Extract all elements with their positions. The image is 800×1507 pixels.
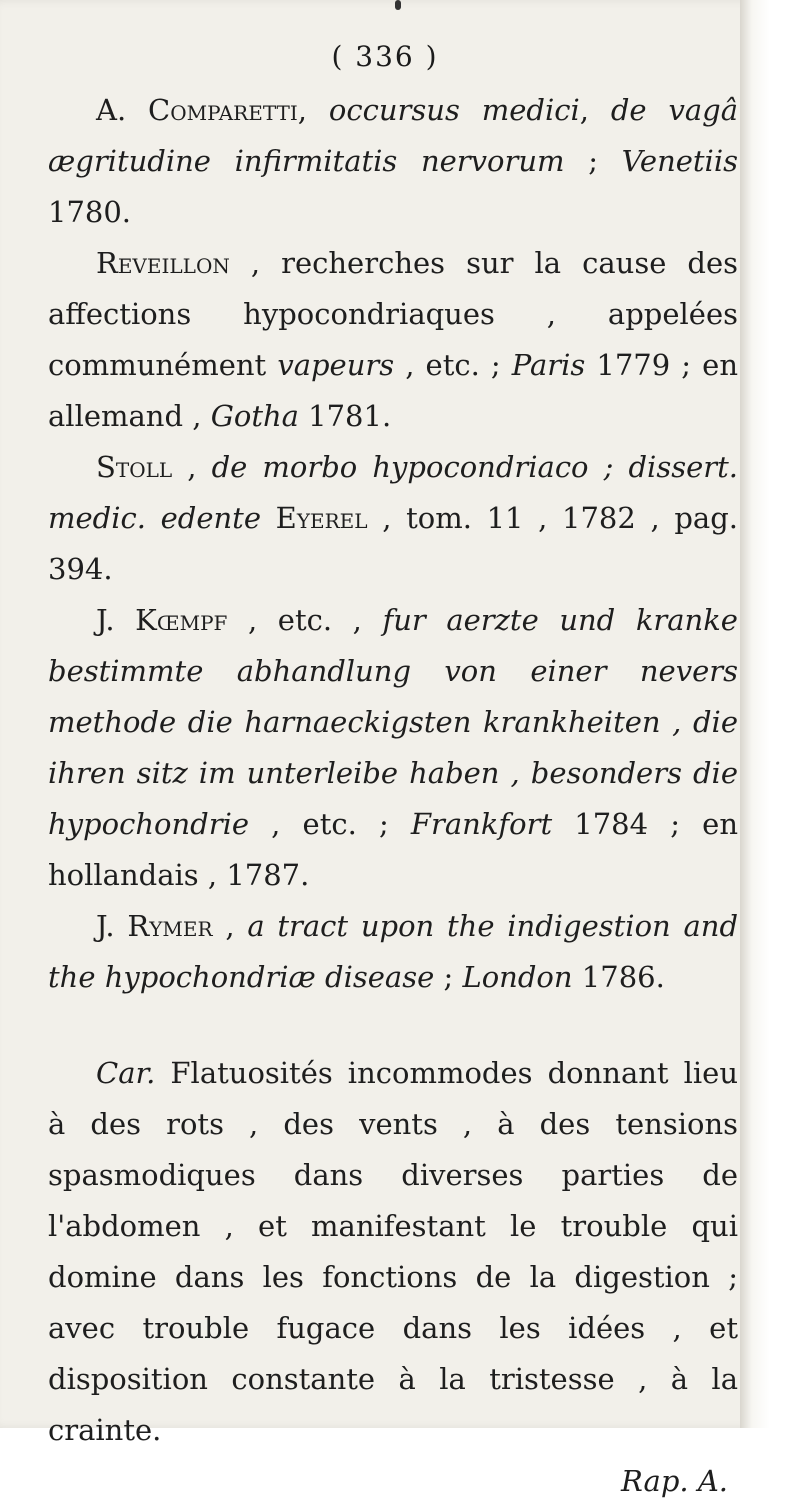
entry-author: J. Kœmpf: [96, 603, 228, 637]
entry-text: , etc. ,: [227, 603, 383, 637]
entry-title-text: de morbo hypocondriaco ; dissert. medic. edente: [48, 450, 738, 535]
entry-title-text: occursus medici: [328, 93, 580, 127]
entry-text: ,: [172, 450, 212, 484]
bibliography-list: [48, 85, 738, 1003]
ink-mark: [395, 0, 401, 10]
entry-text: , recherches sur la cause des affections hypocondriaques , appelées communément: [48, 246, 738, 382]
entry-author: Reveillon: [96, 246, 230, 280]
bibliography-entry: [48, 595, 738, 901]
entry-text: , etc. ;: [394, 348, 512, 382]
entry-text: , tom. 11 , 1782 , pag. 394.: [48, 501, 738, 586]
entry-text: Eyerel: [275, 501, 368, 535]
characteristics-text: Flatuosités incommodes donnant lieu à des rots , des vents , à des tensions spasmodiques dans diverses parties de l'abdomen , et manifestant le trouble qui domine dans les fonctions de la digestion ; avec trouble fugace dans les idées , et disposition constante à la tristesse , à la crainte.: [48, 1056, 738, 1447]
entry-author: Stoll: [96, 450, 173, 484]
entry-text: 1786.: [572, 960, 665, 994]
bibliography-entry: [48, 85, 738, 238]
entry-text: [261, 501, 276, 535]
entry-text: , etc. ;: [249, 807, 411, 841]
entry-text: ,: [297, 93, 329, 127]
page-content: [48, 85, 738, 1507]
characteristics-label: Car.: [96, 1056, 156, 1090]
entry-text: ;: [434, 960, 463, 994]
characteristics-paragraph: [48, 1048, 738, 1456]
entry-text: 1780.: [48, 195, 132, 229]
entry-text: ,: [212, 909, 248, 943]
signature: Rap. A.: [621, 1464, 728, 1498]
entry-title-text: vapeurs: [277, 348, 395, 382]
page-number: ( 336 ): [331, 40, 439, 73]
entry-title-text: London: [462, 960, 573, 994]
entry-text: ;: [564, 144, 622, 178]
bibliography-entry: [48, 442, 738, 595]
section-gap: [48, 1003, 738, 1048]
entry-title-text: de vagâ ægritudine infirmitatis nervorum: [48, 93, 738, 178]
bibliography-entry: [48, 238, 738, 442]
entry-title-text: Venetiis: [621, 144, 738, 178]
entry-text: 1784 ; en hollandais , 1787.: [48, 807, 738, 892]
entry-text: ,: [579, 93, 611, 127]
entry-text: 1781.: [298, 399, 392, 433]
entry-title-text: fur aerzte und kranke bestimmte abhandlung von einer nevers methode die harnaeckigsten krankheiten , die ihren sitz im unterleibe haben , besonders die hypochondrie: [48, 603, 738, 841]
entry-title-text: Frankfort: [410, 807, 553, 841]
entry-author: J. Rymer: [96, 909, 213, 943]
bibliography-entry: [48, 901, 738, 1003]
scan-edge: [740, 0, 770, 1428]
entry-title-text: a tract upon the indigestion and the hypochondriæ disease: [48, 909, 739, 994]
entry-author: A. Comparetti: [96, 93, 298, 127]
entry-title-text: Gotha: [210, 399, 299, 433]
entry-text: 1779 ; en allemand ,: [48, 348, 738, 433]
entry-title-text: Paris: [511, 348, 586, 382]
